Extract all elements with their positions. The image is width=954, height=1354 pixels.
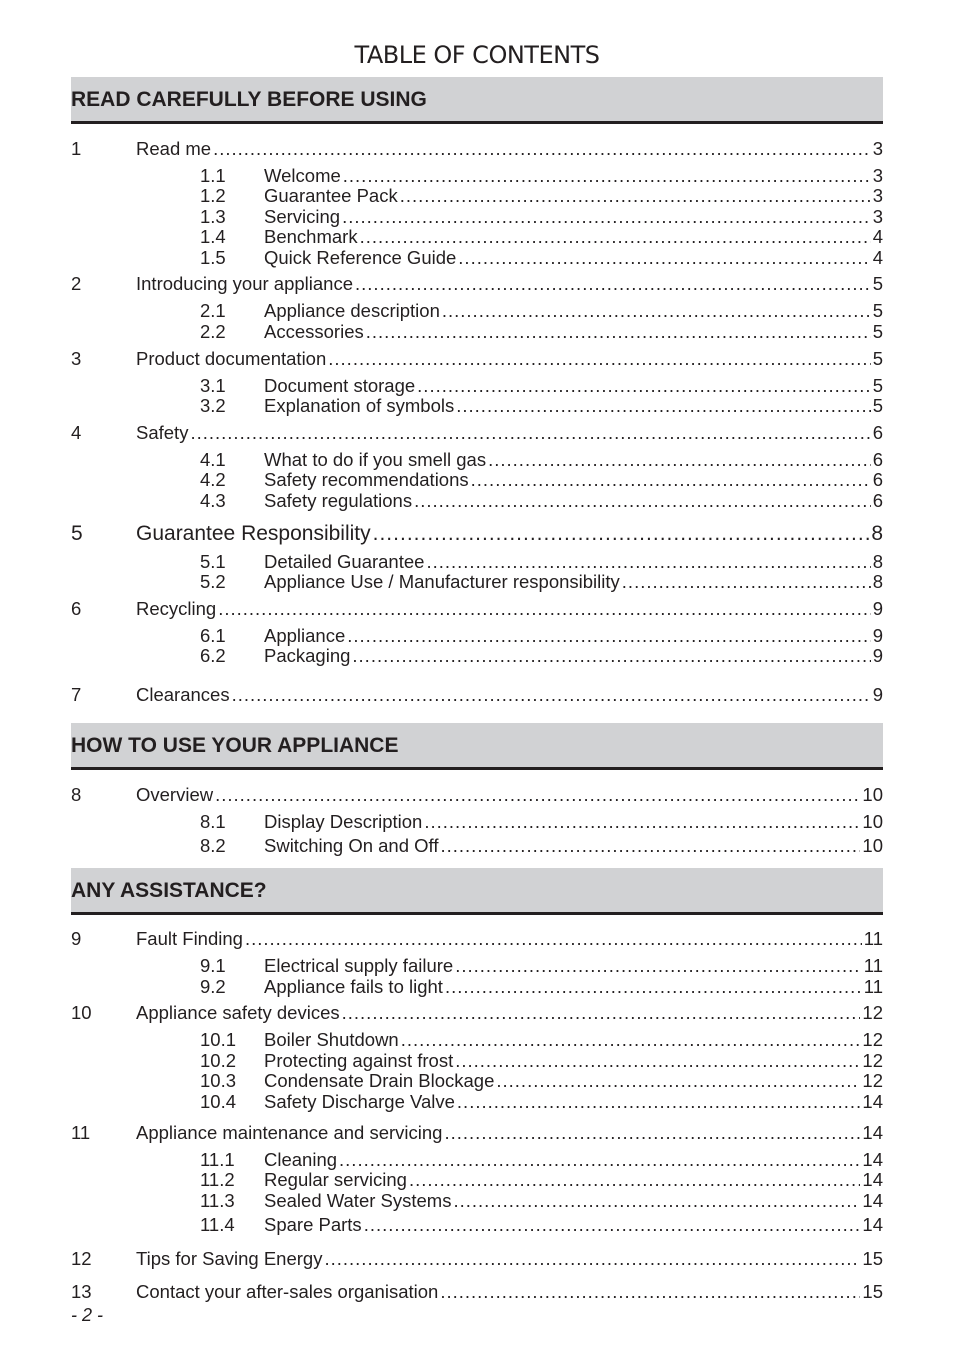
entry-number: 1.4	[200, 226, 226, 247]
dot-leader	[458, 247, 870, 269]
entry-number: 11.3	[200, 1190, 235, 1211]
entry-label: Guarantee Pack	[264, 185, 398, 206]
dot-leader	[488, 449, 871, 471]
toc-subentry[interactable]	[71, 206, 883, 228]
entry-page: 11	[863, 976, 883, 997]
entry-page: 9	[872, 645, 883, 666]
entry-number: 4.2	[200, 469, 226, 490]
entry-number: 6.1	[200, 625, 226, 646]
entry-label: Display Description	[264, 811, 423, 832]
entry-page: 6	[872, 422, 883, 443]
entry-number: 10.1	[200, 1029, 237, 1050]
dot-leader	[622, 571, 871, 593]
entry-label: Recycling	[136, 598, 217, 619]
entry-label: Cleaning	[264, 1149, 338, 1170]
entry-page: 14	[862, 1122, 883, 1143]
entry-label: Introducing your appliance	[136, 273, 354, 294]
entry-label: Read me	[136, 138, 212, 159]
dot-leader	[414, 490, 871, 512]
entry-label: Electrical supply failure	[264, 955, 454, 976]
entry-number: 2.2	[200, 321, 226, 342]
entry-page: 6	[872, 490, 883, 511]
entry-label: Guarantee Responsibility	[136, 522, 371, 545]
entry-page: 15	[862, 1281, 883, 1302]
dot-leader	[213, 138, 871, 160]
entry-label: Appliance safety devices	[136, 1002, 340, 1023]
toc-subentry[interactable]	[71, 185, 883, 207]
dot-leader	[496, 1070, 860, 1092]
entry-number: 4.1	[200, 449, 226, 470]
entry-number: 5.2	[200, 571, 226, 592]
toc-subentry[interactable]	[71, 1091, 883, 1113]
toc-subentry[interactable]	[71, 247, 883, 269]
entry-number: 11.1	[200, 1149, 235, 1170]
toc-subentry[interactable]	[71, 976, 883, 998]
toc-subentry[interactable]	[71, 449, 883, 471]
entry-page: 4	[872, 247, 883, 268]
entry-label: Appliance	[264, 625, 346, 646]
entry-page: 5	[872, 375, 883, 396]
section-heading-assistance	[71, 868, 883, 915]
entry-number: 5.1	[200, 551, 226, 572]
entry-number: 11	[71, 1122, 91, 1143]
entry-number: 8.2	[200, 835, 226, 856]
toc-subentry[interactable]	[71, 375, 883, 397]
entry-page: 10	[862, 835, 883, 856]
dot-leader	[417, 375, 871, 397]
entry-label: Benchmark	[264, 226, 358, 247]
entry-label: Servicing	[264, 206, 341, 227]
toc-entry[interactable]	[71, 138, 883, 160]
toc-entry[interactable]	[71, 422, 883, 444]
entry-label: Regular servicing	[264, 1169, 407, 1190]
dot-leader	[343, 165, 871, 187]
dot-leader	[342, 206, 871, 228]
toc-subentry[interactable]	[71, 1070, 883, 1092]
entry-label: Spare Parts	[264, 1214, 362, 1235]
entry-page: 3	[872, 185, 883, 206]
dot-leader	[360, 226, 871, 248]
toc-subentry[interactable]	[71, 835, 883, 857]
dot-leader	[342, 1002, 861, 1024]
section-heading-label: ANY ASSISTANCE?	[71, 879, 267, 902]
entry-number: 4	[71, 422, 82, 443]
entry-number: 6	[71, 598, 82, 619]
section-heading-read-carefully	[71, 77, 883, 124]
entry-page: 14	[862, 1149, 883, 1170]
entry-label: Contact your after-sales organisation	[136, 1281, 439, 1302]
entry-page: 14	[862, 1214, 883, 1235]
toc-subentry[interactable]	[71, 1050, 883, 1072]
entry-number: 11.4	[200, 1214, 235, 1235]
entry-label: Appliance description	[264, 300, 440, 321]
entry-label: Switching On and Off	[264, 835, 439, 856]
entry-page: 9	[872, 598, 883, 619]
entry-page: 14	[862, 1190, 883, 1211]
entry-label: Appliance fails to light	[264, 976, 443, 997]
entry-label: Protecting against frost	[264, 1050, 454, 1071]
entry-number: 10	[71, 1002, 92, 1023]
dot-leader	[471, 469, 871, 491]
entry-number: 7	[71, 684, 82, 705]
entry-page: 5	[872, 321, 883, 342]
section-heading-label: READ CAREFULLY BEFORE USING	[71, 88, 427, 111]
entry-number: 3.2	[200, 395, 226, 416]
toc-entry[interactable]	[71, 1248, 883, 1270]
entry-number: 1.5	[200, 247, 226, 268]
dot-leader	[218, 598, 871, 620]
entry-page: 6	[872, 469, 883, 490]
toc-subentry[interactable]	[71, 1029, 883, 1051]
entry-page: 14	[862, 1091, 883, 1112]
entry-label: Fault Finding	[136, 928, 243, 949]
entry-page: 5	[872, 300, 883, 321]
dot-leader	[444, 1122, 860, 1144]
toc-entry[interactable]	[71, 348, 883, 370]
entry-page: 11	[863, 955, 883, 976]
entry-label: Appliance Use / Manufacturer responsibility	[264, 571, 620, 592]
entry-number: 4.3	[200, 490, 226, 511]
dot-leader	[232, 684, 871, 706]
dot-leader	[455, 955, 862, 977]
entry-number: 12	[71, 1248, 92, 1269]
entry-label: Appliance maintenance and servicing	[136, 1122, 443, 1143]
entry-page: 10	[862, 784, 883, 805]
entry-label: Condensate Drain Blockage	[264, 1070, 495, 1091]
dot-leader	[440, 835, 860, 857]
entry-page: 12	[862, 1070, 883, 1091]
dot-leader	[366, 321, 871, 343]
entry-label: Document storage	[264, 375, 416, 396]
entry-number: 1.1	[200, 165, 226, 186]
dot-leader	[426, 551, 870, 573]
entry-number: 1.3	[200, 206, 226, 227]
dot-leader	[401, 1029, 861, 1051]
entry-page: 12	[862, 1002, 883, 1023]
entry-page: 9	[872, 684, 883, 705]
entry-page: 3	[872, 165, 883, 186]
entry-label: Safety recommendations	[264, 469, 469, 490]
entry-number: 3	[71, 348, 82, 369]
toc-entry[interactable]	[71, 523, 883, 545]
entry-page: 10	[862, 811, 883, 832]
entry-label: What to do if you smell gas	[264, 449, 487, 470]
entry-number: 13	[71, 1281, 92, 1302]
entry-number: 6.2	[200, 645, 226, 666]
entry-label: Overview	[136, 784, 214, 805]
toc-subentry[interactable]	[71, 226, 883, 248]
entry-number: 5	[71, 522, 83, 545]
dot-leader	[440, 1281, 860, 1303]
dot-leader	[453, 1190, 860, 1212]
entry-number: 10.4	[200, 1091, 237, 1112]
dot-leader	[457, 1091, 861, 1113]
toc-entry[interactable]	[71, 1122, 883, 1144]
dot-leader	[455, 1050, 860, 1072]
entry-number: 10.3	[200, 1070, 237, 1091]
toc-subentry[interactable]	[71, 551, 883, 573]
entry-label: Packaging	[264, 645, 351, 666]
entry-page: 12	[862, 1029, 883, 1050]
page-number: - 2 -	[71, 1305, 104, 1325]
entry-number: 8	[71, 784, 82, 805]
entry-number: 2.1	[200, 300, 226, 321]
entry-page: 8	[872, 551, 883, 572]
dot-leader	[364, 1214, 861, 1236]
entry-label: Tips for Saving Energy	[136, 1248, 323, 1269]
entry-number: 9.1	[200, 955, 226, 976]
section-heading-how-to-use	[71, 723, 883, 770]
dot-leader	[424, 811, 860, 833]
toc-subentry[interactable]	[71, 395, 883, 417]
toc-subentry[interactable]	[71, 1190, 883, 1212]
entry-label: Quick Reference Guide	[264, 247, 457, 268]
entry-page: 8	[872, 571, 883, 592]
entry-number: 1	[71, 138, 82, 159]
toc-subentry[interactable]	[71, 300, 883, 322]
entry-label: Boiler Shutdown	[264, 1029, 399, 1050]
toc-subentry[interactable]	[71, 321, 883, 343]
entry-page: 5	[872, 273, 883, 294]
entry-number: 11.2	[200, 1169, 235, 1190]
toc-subentry[interactable]	[71, 490, 883, 512]
entry-label: Safety Discharge Valve	[264, 1091, 455, 1112]
toc-entry[interactable]	[71, 598, 883, 620]
entry-page: 6	[872, 449, 883, 470]
entry-page: 3	[872, 138, 883, 159]
toc-subentry[interactable]	[71, 955, 883, 977]
dot-leader	[352, 645, 870, 667]
entry-number: 9.2	[200, 976, 226, 997]
toc-subentry[interactable]	[71, 1214, 883, 1236]
toc-subentry[interactable]	[71, 1169, 883, 1191]
entry-page: 12	[862, 1050, 883, 1071]
entry-label: Clearances	[136, 684, 230, 705]
toc-subentry[interactable]	[71, 1149, 883, 1171]
dot-leader	[190, 422, 870, 444]
toc-subentry[interactable]	[71, 165, 883, 187]
entry-number: 10.2	[200, 1050, 237, 1071]
entry-page: 14	[862, 1169, 883, 1190]
entry-page: 5	[872, 395, 883, 416]
entry-page: 4	[872, 226, 883, 247]
entry-number: 3.1	[200, 375, 226, 396]
toc-entry[interactable]	[71, 1002, 883, 1024]
entry-label: Safety	[136, 422, 189, 443]
entry-number: 1.2	[200, 185, 226, 206]
toc-subentry[interactable]	[71, 469, 883, 491]
entry-label: Accessories	[264, 321, 364, 342]
dot-leader	[245, 928, 862, 950]
dot-leader	[409, 1169, 860, 1191]
entry-number: 9	[71, 928, 82, 949]
entry-label: Welcome	[264, 165, 341, 186]
toc-entry[interactable]	[71, 1281, 883, 1303]
entry-label: Sealed Water Systems	[264, 1190, 452, 1211]
entry-page: 11	[863, 928, 883, 949]
page-title: TABLE OF CONTENTS	[354, 41, 600, 69]
dot-leader	[324, 1248, 860, 1270]
entry-page: 9	[872, 625, 883, 646]
dot-leader	[373, 523, 870, 545]
dot-leader	[445, 976, 862, 998]
dot-leader	[328, 348, 870, 370]
toc-subentry[interactable]	[71, 645, 883, 667]
entry-number: 2	[71, 273, 82, 294]
entry-page: 3	[872, 206, 883, 227]
entry-label: Explanation of symbols	[264, 395, 455, 416]
dot-leader	[347, 625, 870, 647]
toc-entry[interactable]	[71, 273, 883, 295]
dot-leader	[456, 395, 870, 417]
dot-leader	[442, 300, 871, 322]
toc-entry[interactable]	[71, 684, 883, 706]
entry-page: 8	[871, 522, 883, 545]
entry-label: Detailed Guarantee	[264, 551, 425, 572]
toc-subentry[interactable]	[71, 571, 883, 593]
entry-page: 15	[862, 1248, 883, 1269]
dot-leader	[400, 185, 871, 207]
toc-subentry[interactable]	[71, 625, 883, 647]
entry-label: Product documentation	[136, 348, 327, 369]
toc-subentry[interactable]	[71, 811, 883, 833]
dot-leader	[355, 273, 871, 295]
toc-entry[interactable]	[71, 928, 883, 950]
toc-entry[interactable]	[71, 784, 883, 806]
dot-leader	[339, 1149, 860, 1171]
dot-leader	[215, 784, 860, 806]
entry-label: Safety regulations	[264, 490, 413, 511]
entry-page: 5	[872, 348, 883, 369]
section-heading-label: HOW TO USE YOUR APPLIANCE	[71, 734, 399, 757]
entry-number: 8.1	[200, 811, 226, 832]
